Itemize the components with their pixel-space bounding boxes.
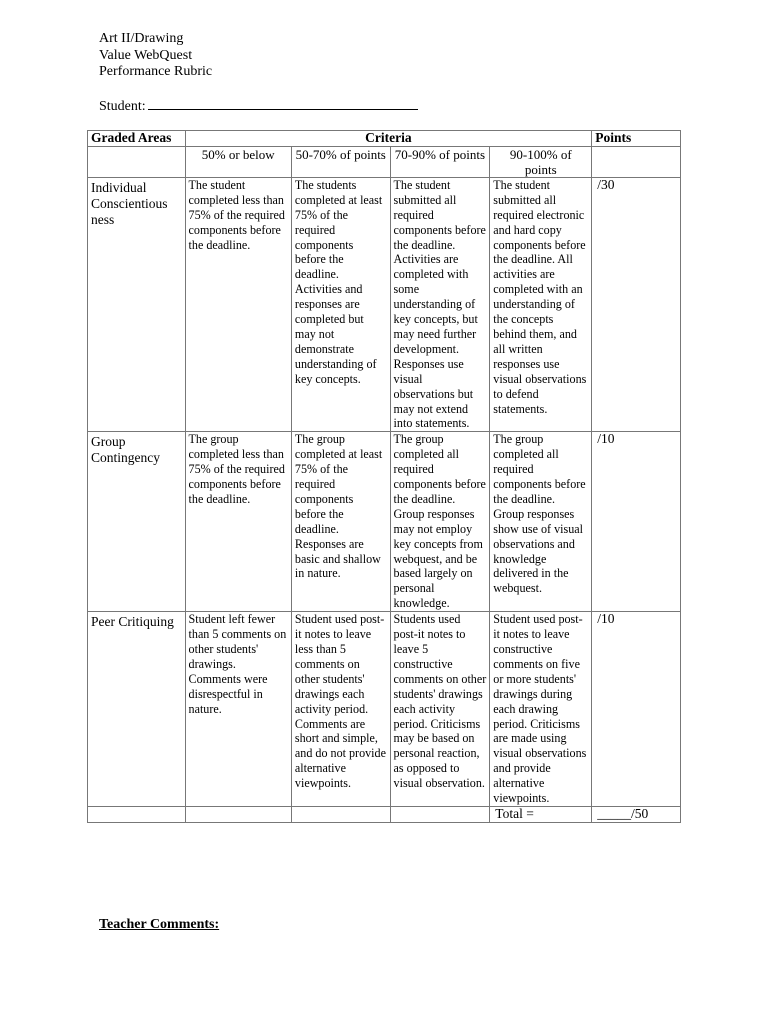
points-cell: /30 [592,177,681,431]
points-cell: /10 [592,432,681,612]
criteria-cell: Student left fewer than 5 comments on other students' drawings. Comments were disrespectful in nature. [185,612,291,807]
criteria-cell: The students completed at least 75% of the required components before the deadline. Activities and responses are completed but may not demonstrate understanding of key concepts. [291,177,390,431]
total-empty-cell [185,806,291,822]
criteria-cell: The student submitted all required electronic and hard copy components before the deadline. All activities are completed with an understanding of the concepts behind them, and all written responses use visual observations to defend statements. [490,177,592,431]
criteria-cell: The student submitted all required components before the deadline. Activities are completed with some understanding of key concepts, but may need further development. Responses use visual observations but may not extend into statements. [390,177,490,431]
graded-area: Individual Conscientious ness [88,177,186,431]
total-empty-cell [88,806,186,822]
criteria-cell: Student used post-it notes to leave constructive comments on five or more students' drawings during each drawing period. Criticisms are made using visual observations and provide alternative viewpoints. [490,612,592,807]
graded-area: Group Contingency [88,432,186,612]
header-criteria: Criteria [185,131,592,147]
table-header-row [88,131,681,147]
table-row [88,432,681,612]
table-row [88,612,681,807]
levels-empty-cell [88,146,186,177]
student-name-line [148,97,418,110]
levels-points-empty [592,146,681,177]
total-row [88,806,681,822]
level-3: 70-90% of points [390,146,490,177]
rubric-title: Performance Rubric [99,64,213,79]
criteria-cell: The student completed less than 75% of the required components before the deadline. [185,177,291,431]
level-1: 50% or below [185,146,291,177]
points-cell: /10 [592,612,681,807]
criteria-levels-row [88,146,681,177]
graded-area: Peer Critiquing [88,612,186,807]
project-title: Value WebQuest [99,47,193,63]
total-label: Total = [490,806,592,822]
criteria-cell: Student used post-it notes to leave less than 5 comments on other students' drawings each activity period. Comments are short and simple, and do not provide alternative viewpoints. [291,612,390,807]
course-title: Art II/Drawing [99,31,184,46]
level-2: 50-70% of points [291,146,390,177]
total-empty-cell [390,806,490,822]
criteria-cell: The group completed less than 75% of the required components before the deadline. [185,432,291,612]
criteria-cell: The group completed at least 75% of the required components before the deadline. Responses are basic and shallow in nature. [291,432,390,612]
criteria-cell: Students used post-it notes to leave 5 constructive comments on other students' drawings each activity period. Criticisms may be based on personal reaction, as opposed to visual observation. [390,612,490,807]
student-label: Student: [99,99,146,114]
document-header [99,31,212,81]
rubric-table [87,130,681,823]
criteria-cell: The group completed all required components before the deadline. Group responses show use of visual observations and knowledge delivered in the webquest. [490,432,592,612]
level-4: 90-100% of points [490,146,592,177]
header-points: Points [592,131,681,147]
table-row [88,177,681,431]
header-graded-areas: Graded Areas [88,131,186,147]
total-empty-cell [291,806,390,822]
total-points: _____/50 [592,806,681,822]
criteria-cell: The group completed all required components before the deadline. Group responses may not employ key concepts from webquest, and be based largely on personal knowledge. [390,432,490,612]
student-name-field [99,97,418,115]
teacher-comments-label: Teacher Comments: [99,917,220,932]
